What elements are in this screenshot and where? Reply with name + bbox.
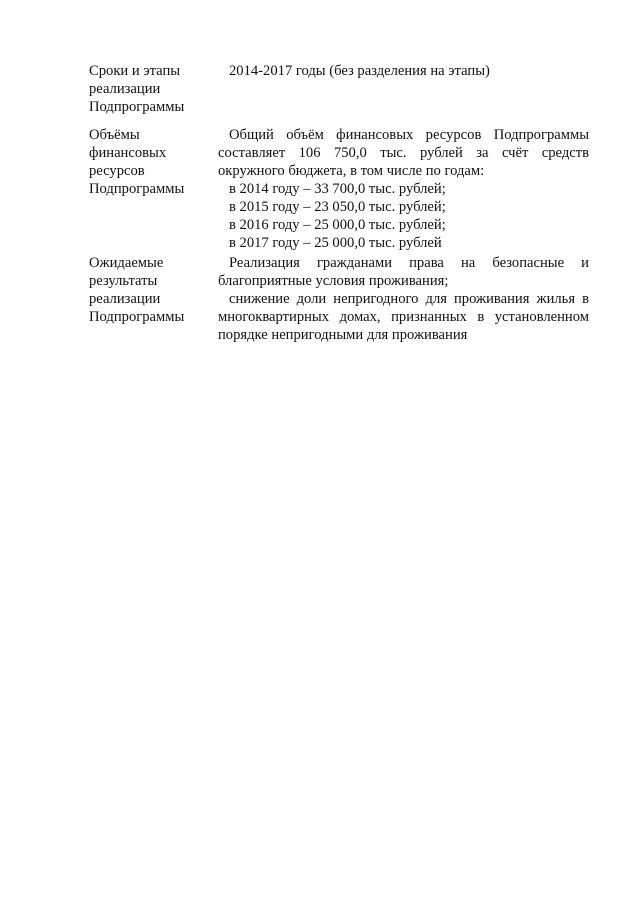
value-line: в 2014 году – 33 700,0 тыс. рублей;: [229, 181, 446, 197]
label-line: Объёмы: [89, 127, 140, 143]
value-line: в 2015 году – 23 050,0 тыс. рублей;: [229, 199, 446, 215]
passport-row-timeline: [89, 62, 589, 116]
value-line: благоприятные условия проживания;: [218, 273, 449, 289]
label-line: Подпрограммы: [89, 309, 185, 325]
row-label: [89, 254, 207, 326]
value-line: Общий объём финансовых ресурсов Подпрограммы: [229, 127, 589, 143]
value-line: снижение доли непригодного для проживания жилья в: [229, 291, 589, 307]
value-line: Реализация гражданами права на безопасные и: [229, 255, 589, 271]
row-label: [89, 62, 207, 116]
value-line: многоквартирных домах, признанных в установленном: [218, 309, 589, 325]
row-label: [89, 126, 207, 198]
value-line: в 2017 году – 25 000,0 тыс. рублей: [229, 235, 442, 251]
row-value: [218, 126, 589, 252]
value-line: в 2016 году – 25 000,0 тыс. рублей;: [229, 217, 446, 233]
value-line: окружного бюджета, в том числе по годам:: [218, 163, 485, 179]
label-line: Сроки и этапы: [89, 63, 181, 79]
value-line: порядке непригодными для проживания: [218, 327, 468, 343]
value-line: 2014-2017 годы (без разделения на этапы): [229, 63, 490, 79]
passport-row-results: [89, 254, 589, 344]
label-line: ресурсов: [89, 163, 145, 179]
label-line: Подпрограммы: [89, 181, 185, 197]
label-line: Ожидаемые: [89, 255, 164, 271]
row-value: [218, 62, 589, 80]
label-line: Подпрограммы: [89, 99, 185, 115]
row-value: [218, 254, 589, 344]
value-line: составляет 106 750,0 тыс. рублей за счёт средств: [218, 145, 589, 161]
label-line: реализации: [89, 81, 161, 97]
label-line: финансовых: [89, 145, 167, 161]
label-line: реализации: [89, 291, 161, 307]
passport-row-funding: [89, 126, 589, 252]
label-line: результаты: [89, 273, 158, 289]
